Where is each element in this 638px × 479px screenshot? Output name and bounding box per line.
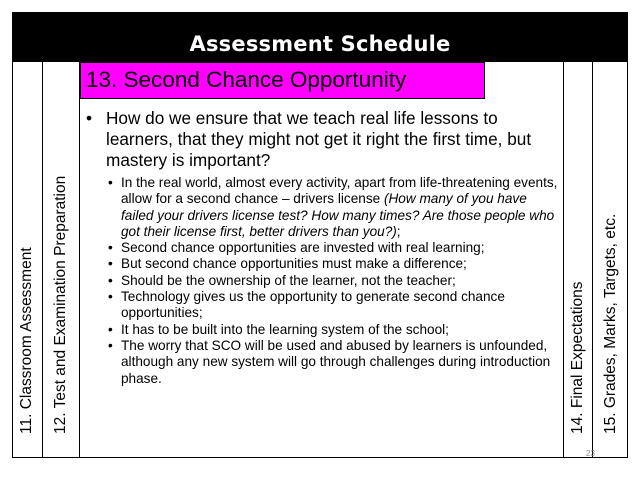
sub-bullet-text — [121, 175, 560, 240]
column-label: 15. Grades, Marks, Targets, etc. — [601, 213, 619, 434]
sub-bullet-item — [82, 273, 560, 289]
section-title: 13. Second Chance Opportunity — [80, 62, 485, 99]
sub-bullet-text-part: Should be the ownership of the learner, not the teacher; — [121, 272, 456, 288]
sub-bullet-text — [121, 322, 449, 338]
sub-bullet-text — [121, 289, 560, 322]
column-label: 14. Final Expectations — [569, 281, 586, 434]
slide-header — [12, 12, 628, 62]
bullet-icon: • — [108, 337, 113, 353]
sub-bullet-text-part: Technology gives us the opportunity to generate second chance opportunities; — [121, 289, 505, 321]
bullet-icon: • — [108, 289, 113, 305]
bullet-icon: • — [108, 256, 113, 272]
sub-bullet-item — [82, 322, 560, 338]
sub-bullet-text-part: ; — [396, 223, 401, 239]
column-classroom-assessment — [12, 62, 43, 458]
sub-bullet-item — [82, 175, 560, 240]
sub-bullet-item — [82, 289, 560, 322]
sub-bullet-italic-text: (How many of you have failed your drivers license test? How many times? Are those people who got their license first, better drivers than you?) — [121, 191, 555, 239]
sub-bullet-text — [121, 256, 467, 272]
slide-content — [82, 108, 560, 387]
bullet-icon: • — [108, 272, 113, 288]
sub-bullet-text-part: The worry that SCO will be used and abused by learners is unfounded, although any new system will go through challenges during introduction phase. — [121, 337, 551, 386]
bullet-icon: • — [108, 321, 113, 337]
bullet-icon: • — [108, 175, 113, 190]
main-bullet — [82, 108, 560, 171]
column-final-expectations — [563, 62, 593, 458]
sub-bullet-list — [82, 175, 560, 387]
sub-bullet-item — [82, 338, 560, 387]
page-number: 23 — [586, 449, 595, 458]
column-label: 12. Test and Examination Preparation — [52, 175, 69, 434]
column-grades-marks-targets — [593, 62, 628, 458]
bullet-icon: • — [86, 108, 93, 128]
sub-bullet-text-part: In the real world, almost every activity, apart from life-threatening events, allow for a second chance – drivers license — [121, 175, 558, 207]
sub-bullet-text-part: But second chance opportunities must make a difference; — [121, 256, 467, 272]
column-label: 11. Classroom Assessment — [18, 247, 35, 434]
sub-bullet-text — [121, 273, 456, 289]
header-title: Assessment Schedule — [189, 32, 451, 56]
sub-bullet-text-part: It has to be built into the learning system of the school; — [121, 321, 449, 337]
main-bullet-text: How do we ensure that we teach real life lessons to learners, that they might not get it right the first time, but mastery is important? — [106, 108, 532, 170]
sub-bullet-text — [121, 240, 484, 256]
sub-bullet-item — [82, 256, 560, 272]
column-test-exam-preparation — [43, 62, 80, 458]
sub-bullet-text-part: Second chance opportunities are invested with real learning; — [121, 240, 485, 256]
sub-bullet-item — [82, 240, 560, 256]
sub-bullet-text — [121, 338, 560, 387]
bullet-icon: • — [108, 240, 113, 256]
